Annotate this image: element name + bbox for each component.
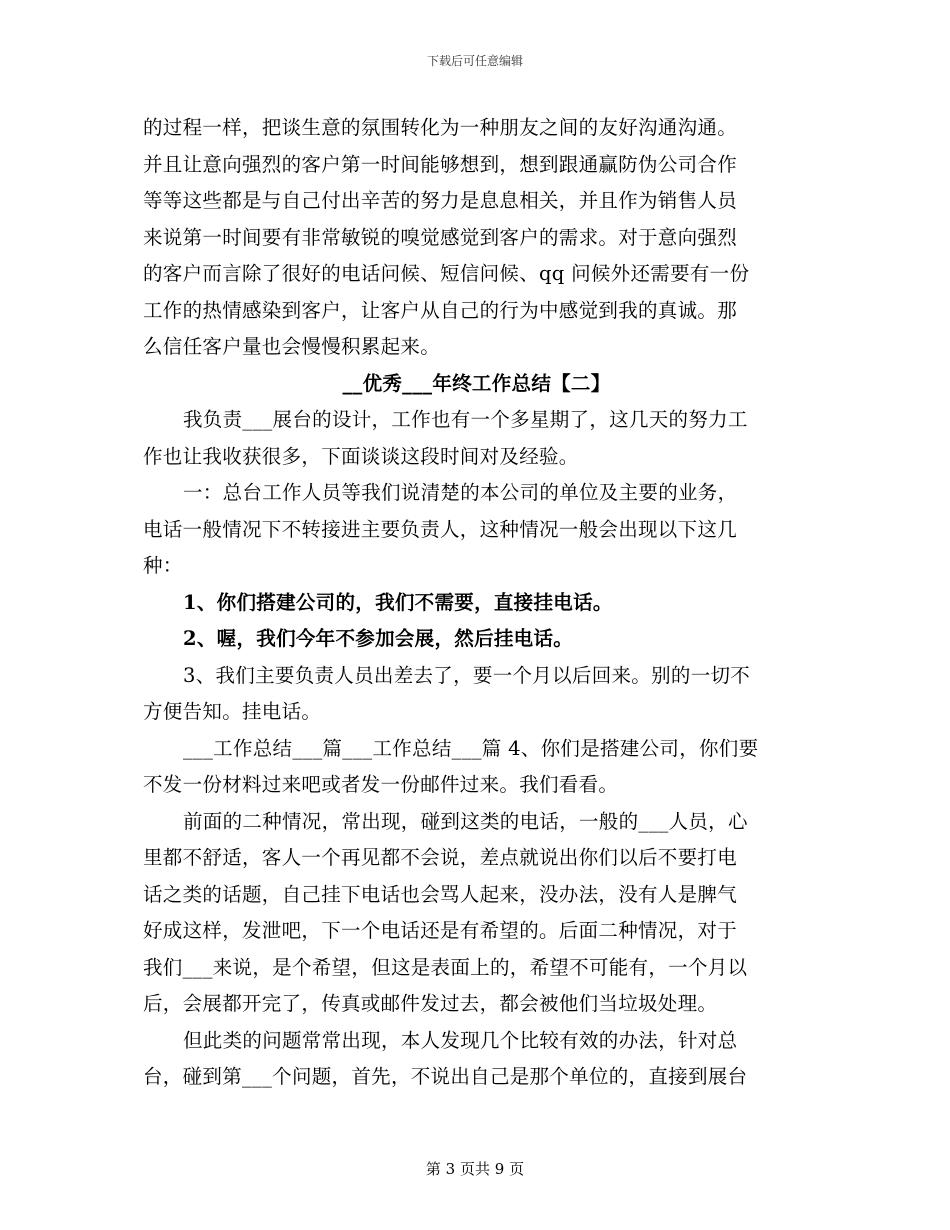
document-body bbox=[143, 110, 810, 1096]
section-title: __优秀___年终工作总结【二】 bbox=[342, 371, 611, 395]
text-line: 话之类的话题，自己挂下电话也会骂人起来，没办法，没有人是脾气 bbox=[143, 882, 738, 906]
text-line: 后，会展都开完了，传真或邮件发过去，都会被他们当垃圾处理。 bbox=[143, 992, 718, 1015]
text-line: 方便告知。挂电话。 bbox=[143, 700, 322, 723]
text-line: 但此类的问题常常出现，本人发现几个比较有效的办法，针对总 bbox=[183, 1028, 738, 1052]
text-line: 作也让我收获很多，下面谈谈这段时间对及经验。 bbox=[143, 444, 579, 468]
text-line: 电话一般情况下不转接进主要负责人，这种情况一般会出现以下这几 bbox=[143, 517, 738, 541]
text-line: ___工作总结___篇___工作总结___篇 4、你们是搭建公司，你们要 bbox=[183, 736, 759, 760]
text-line: 并且让意向强烈的客户第一时间能够想到，想到跟通赢防伪公司合作 bbox=[143, 152, 738, 176]
text-line: 种： bbox=[143, 554, 183, 577]
page-header: 下载后可任意编辑 bbox=[426, 54, 523, 68]
text-line: 来说第一时间要有非常敏锐的嗅觉感觉到客户的需求。对于意向强烈 bbox=[143, 225, 738, 249]
text-line: 台，碰到第___个问题，首先，不说出自己是那个单位的，直接到展台 bbox=[143, 1065, 748, 1088]
text-line: 等等这些都是与自己付出辛苦的努力是息息相关，并且作为销售人员 bbox=[143, 189, 738, 212]
text-line: 的客户而言除了很好的电话问候、短信问候、qq 问候外还需要有一份 bbox=[143, 262, 750, 285]
text-line: 前面的二种情况，常出现，碰到这类的电话，一般的___人员，心 bbox=[183, 809, 748, 833]
page-footer: 第 3 页共 9 页 bbox=[425, 1160, 525, 1178]
text-line: 不发一份材料过来吧或者发一份邮件过来。我们看看。 bbox=[143, 773, 619, 796]
text-line: 一：总台工作人员等我们说清楚的本公司的单位及主要的业务， bbox=[183, 481, 738, 504]
text-line: 工作的热情感染到客户，让客户从自己的行为中感觉到我的真诚。那 bbox=[143, 298, 738, 322]
text-line: 1、你们搭建公司的，我们不需要，直接挂电话。 bbox=[183, 590, 613, 614]
text-line: 里都不舒适，客人一个再见都不会说，差点就说出你们以后不要打电 bbox=[143, 846, 738, 869]
text-line: 么信任客户量也会慢慢积累起来。 bbox=[143, 335, 441, 358]
text-line: 3、我们主要负责人员出差去了，要一个月以后回来。别的一切不 bbox=[183, 663, 751, 687]
text-line: 我们___来说，是个希望，但这是表面上的，希望不可能有，一个月以 bbox=[143, 955, 748, 979]
text-line: 的过程一样，把谈生意的氛围转化为一种朋友之间的友好沟通沟通。 bbox=[143, 116, 738, 139]
text-line: 2、喔，我们今年不参加会展，然后挂电话。 bbox=[183, 627, 574, 650]
text-line: 我负责___展台的设计，工作也有一个多星期了，这几天的努力工 bbox=[183, 408, 748, 431]
text-line: 好成这样，发泄吧，下一个电话还是有希望的。后面二种情况，对于 bbox=[143, 919, 738, 942]
